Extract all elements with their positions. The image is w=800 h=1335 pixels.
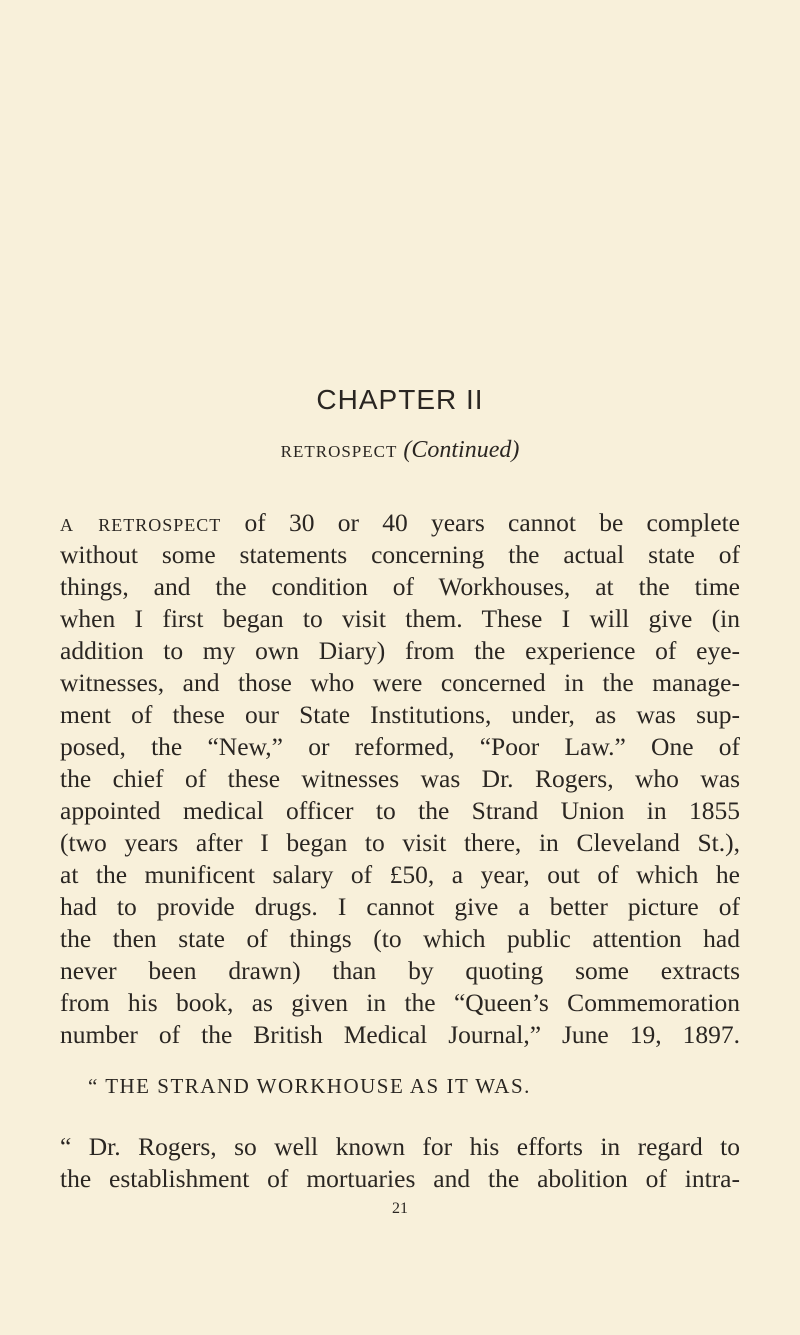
section-title-continued: (Continued) [403, 437, 520, 463]
paragraph-lead: a retrospect [60, 508, 222, 537]
paragraph-line-text: of 30 or 40 years cannot be complete [221, 508, 740, 537]
paragraph-line: number of the British Medical Journal,” June 19, 1897. [60, 1020, 740, 1049]
paragraph-line: appointed medical officer to the Strand Union in 1855 [60, 796, 740, 825]
section-title-text: retrospect [280, 437, 398, 463]
paragraph-line: without some statements concerning the actual state of [60, 540, 740, 569]
quote-heading: “ THE STRAND WORKHOUSE AS IT WAS. [88, 1074, 531, 1098]
paragraph-line: never been drawn) than by quoting some extracts [60, 956, 740, 985]
paragraph-line: the then state of things (to which public attention had [60, 924, 740, 953]
paragraph-line [60, 506, 740, 540]
page-number: 21 [392, 1200, 408, 1217]
section-title [60, 437, 740, 464]
paragraph-line: had to provide drugs. I cannot give a better picture of [60, 892, 740, 921]
paragraph-line: the establishment of mortuaries and the abolition of intra- [60, 1164, 740, 1193]
paragraph-line: the chief of these witnesses was Dr. Rogers, who was [60, 764, 740, 793]
paragraph-line: from his book, as given in the “Queen’s Commemoration [60, 988, 740, 1017]
paragraph-line: at the munificent salary of £50, a year, out of which he [60, 860, 740, 889]
chapter-title: CHAPTER II [316, 384, 484, 415]
paragraph-line: when I first began to visit them. These I will give (in [60, 604, 740, 633]
paragraph-line: things, and the condition of Workhouses, at the time [60, 572, 740, 601]
paragraph-line: witnesses, and those who were concerned in the manage- [60, 668, 740, 697]
paragraph-line: (two years after I began to visit there, in Cleveland St.), [60, 828, 740, 857]
paragraph-line: addition to my own Diary) from the experience of eye- [60, 636, 740, 665]
paragraph-line: “ Dr. Rogers, so well known for his efforts in regard to [60, 1132, 740, 1161]
paragraph-line: ment of these our State Institutions, under, as was sup- [60, 700, 740, 729]
book-page [60, 0, 740, 1335]
paragraph-line: posed, the “New,” or reformed, “Poor Law.” One of [60, 732, 740, 761]
